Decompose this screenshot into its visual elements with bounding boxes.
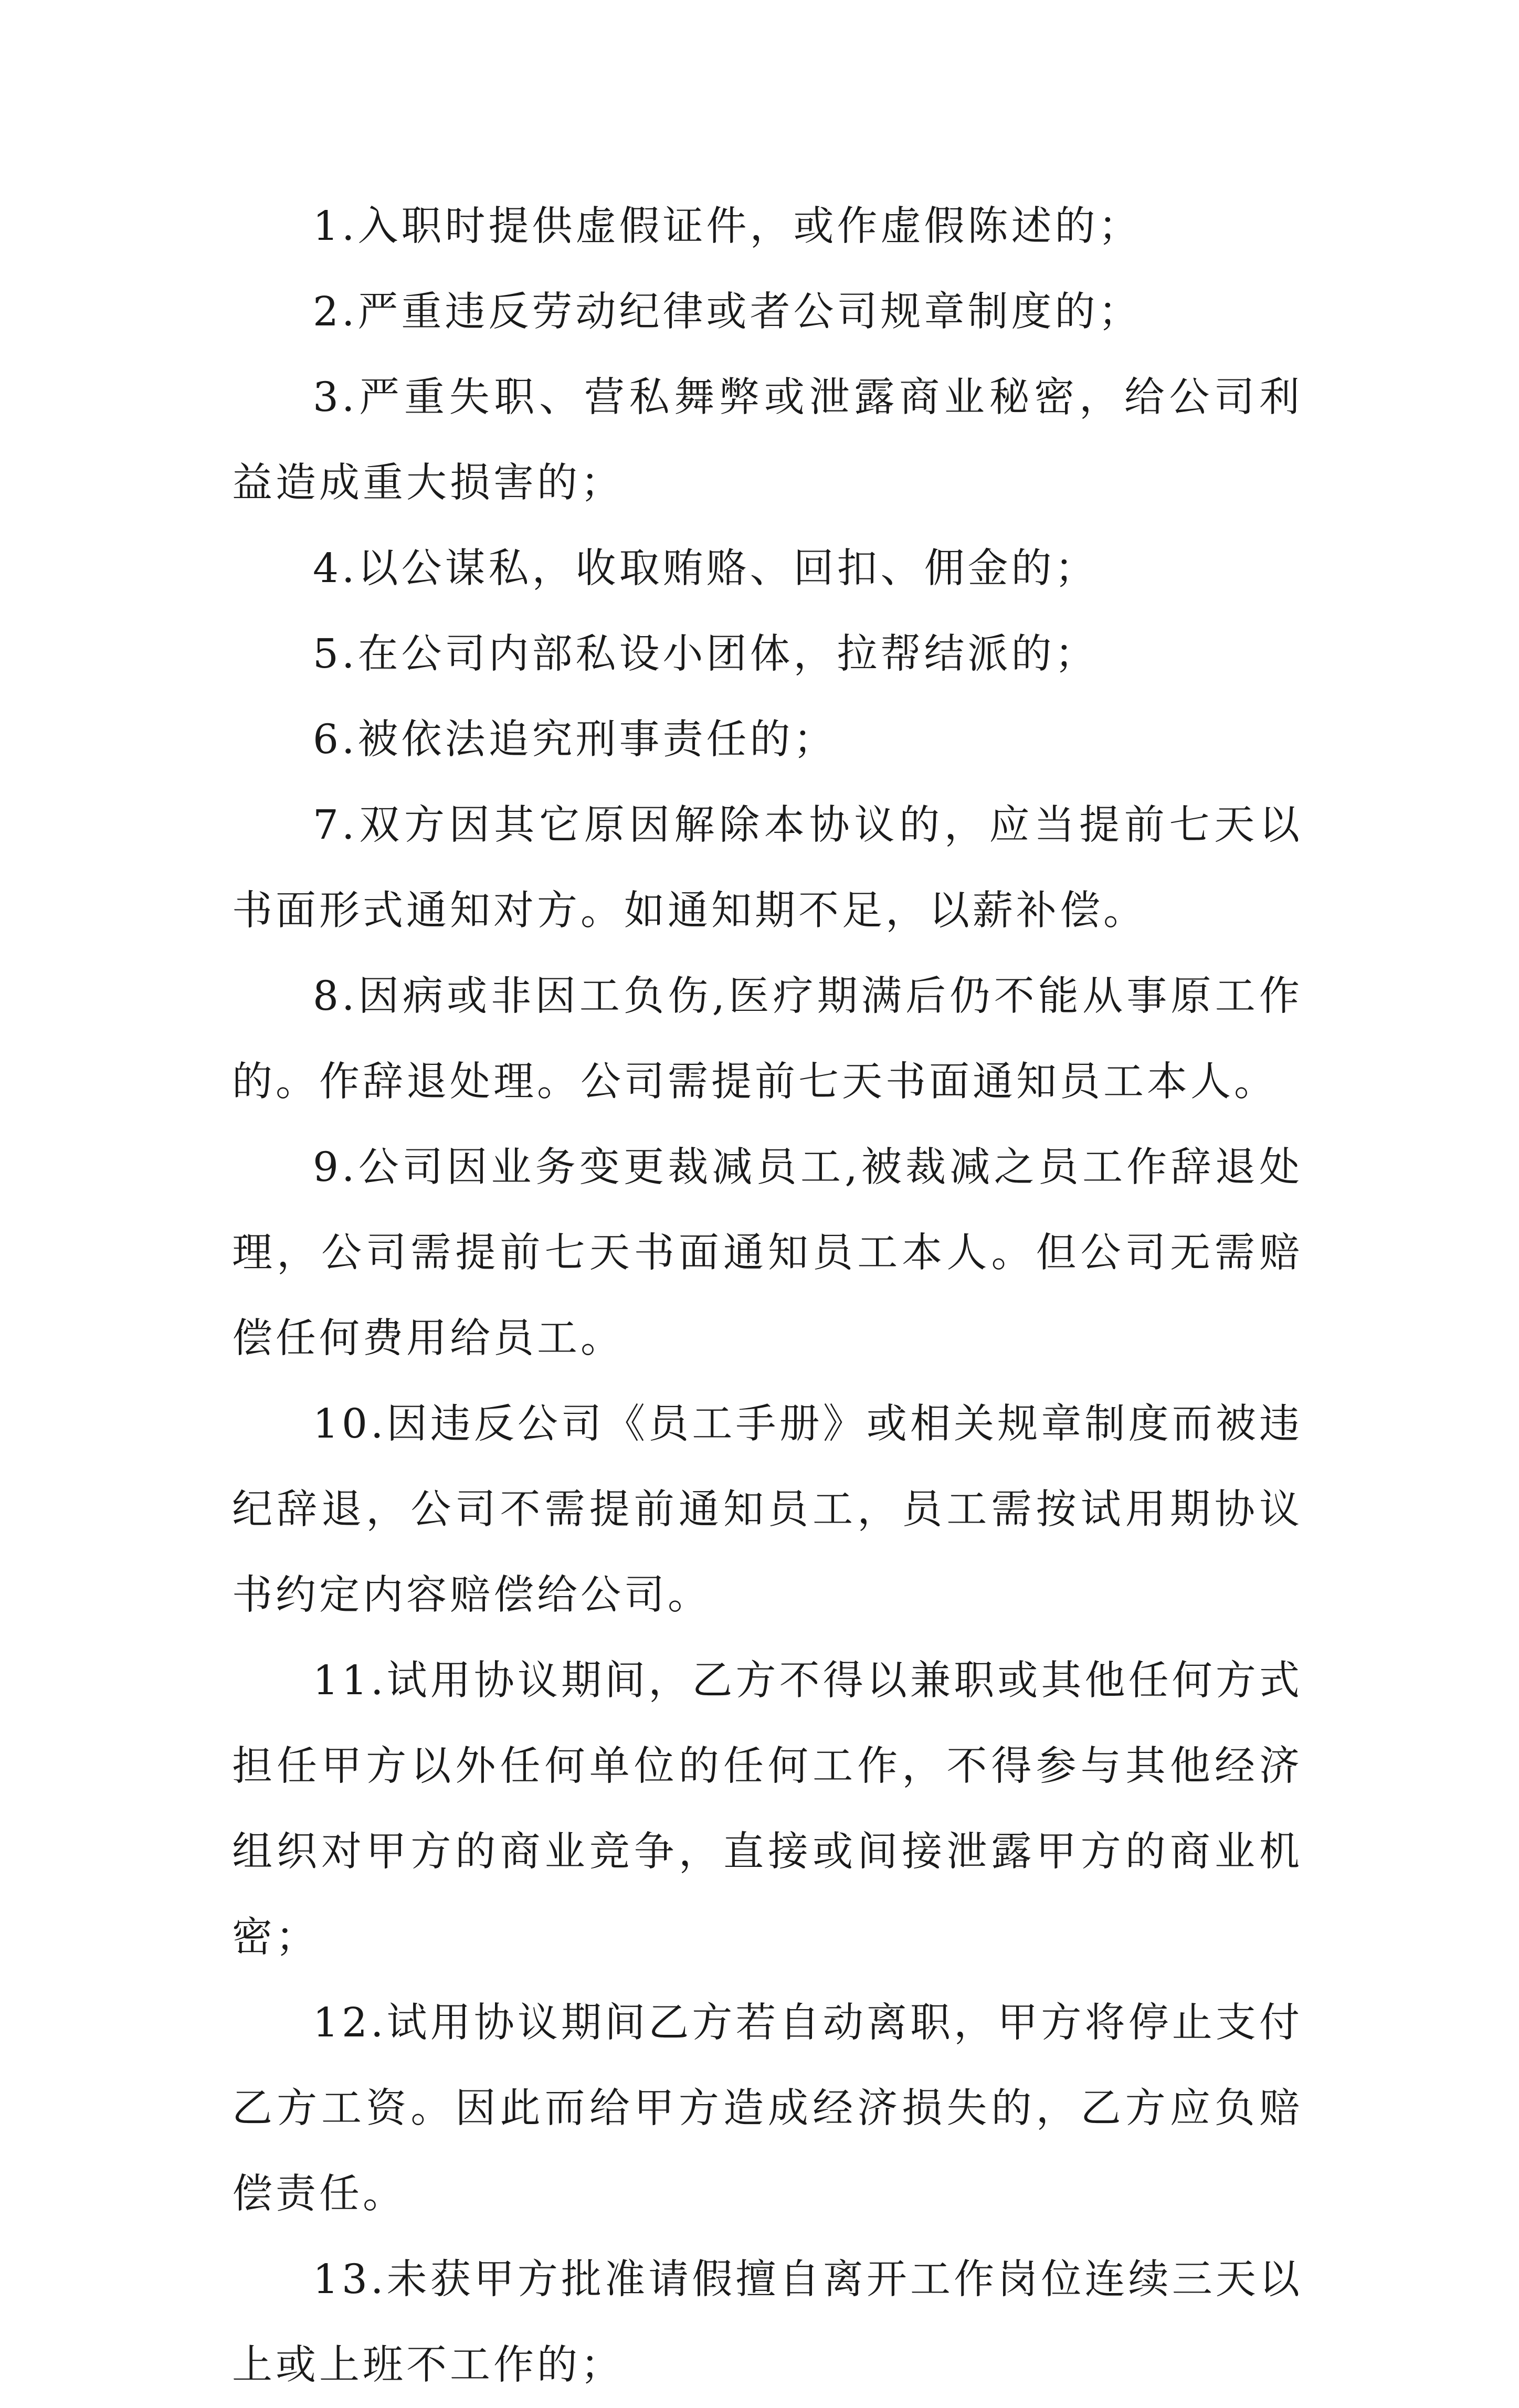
clause-10: 10.因违反公司《员工手册》或相关规章制度而被违纪辞退，公司不需提前通知员工，员工需按试用期协议书约定内容赔偿给公司。 [232, 1401, 1303, 1619]
clause-1: 1.入职时提供虚假证件，或作虚假陈述的； [313, 203, 1142, 250]
clause-4: 4.以公谋私，收取贿赂、回扣、佣金的； [313, 545, 1099, 592]
clause-9: 9.公司因业务变更裁减员工,被裁减之员工作辞退处理，公司需提前七天书面通知员工本人。但公司无需赔偿任何费用给员工。 [232, 1144, 1303, 1362]
clause-6: 6.被依法追究刑事责任的； [313, 716, 837, 763]
clause-8: 8.因病或非因工负伤,医疗期满后仍不能从事原工作的。作辞退处理。公司需提前七天书面通知员工本人。 [232, 973, 1303, 1105]
clause-2: 2.严重违反劳动纪律或者公司规章制度的； [313, 289, 1142, 335]
clause-3: 3.严重失职、营私舞弊或泄露商业秘密，给公司利益造成重大损害的； [232, 374, 1303, 506]
clause-5: 5.在公司内部私设小团体，拉帮结派的； [313, 631, 1099, 678]
document-body [232, 184, 1303, 2408]
clause-12: 12.试用协议期间乙方若自动离职，甲方将停止支付乙方工资。因此而给甲方造成经济损失的，乙方应负赔偿责任。 [232, 2000, 1303, 2217]
clause-7: 7.双方因其它原因解除本协议的，应当提前七天以书面形式通知对方。如通知期不足，以薪补偿。 [232, 802, 1303, 934]
clause-13: 13.未获甲方批准请假擅自离开工作岗位连续三天以上或上班不工作的； [232, 2256, 1303, 2389]
clause-11: 11.试用协议期间，乙方不得以兼职或其他任何方式担任甲方以外任何单位的任何工作，不得参与其他经济组织对甲方的商业竞争，直接或间接泄露甲方的商业机密； [232, 1657, 1303, 1961]
